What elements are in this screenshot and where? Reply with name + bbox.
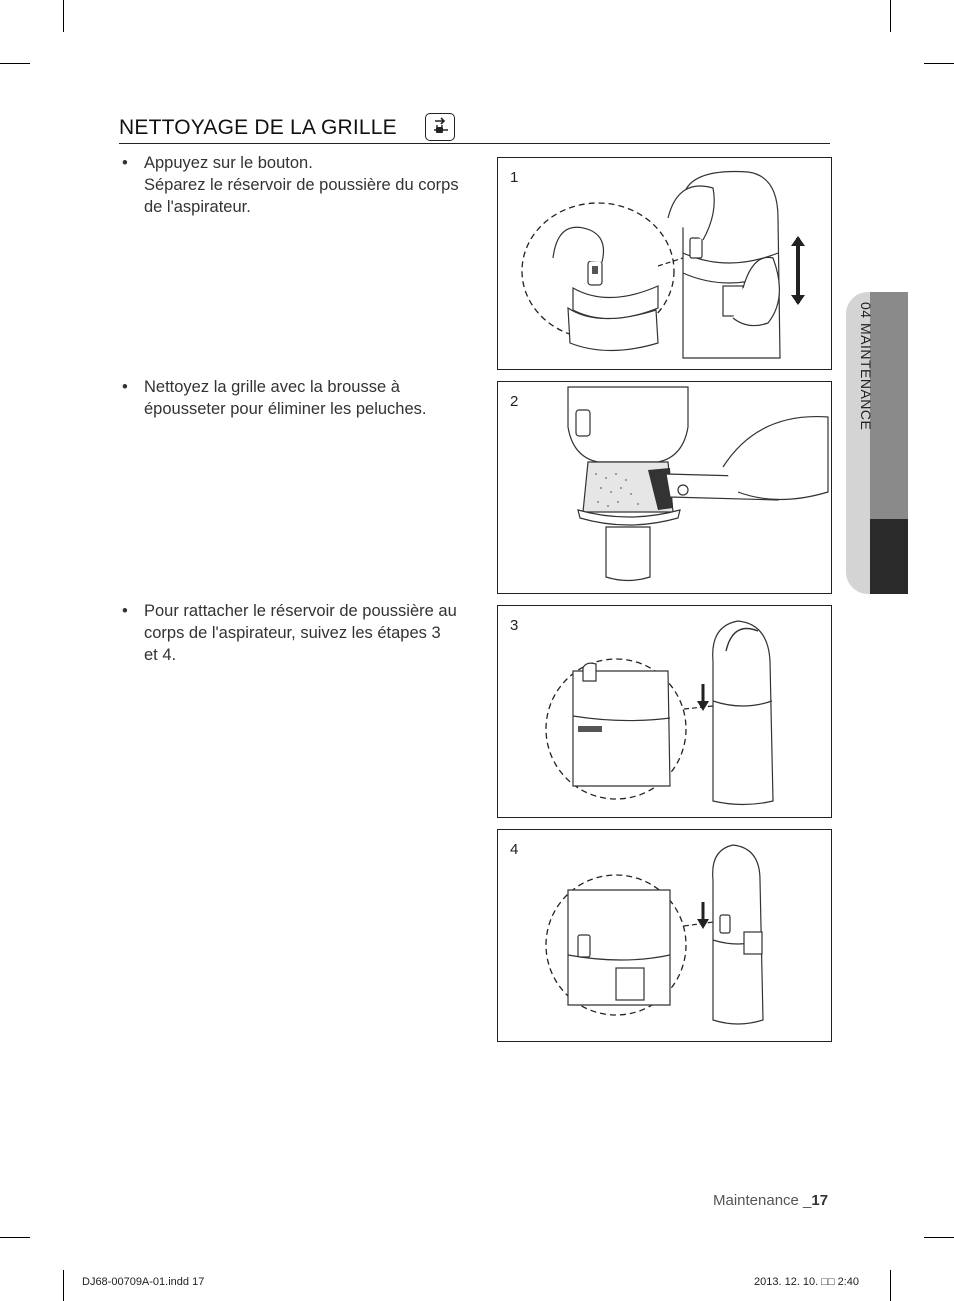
- figure-number: 4: [510, 841, 519, 858]
- crop-mark: [63, 1270, 64, 1301]
- title-rule: [119, 143, 830, 144]
- crop-mark: [890, 1270, 891, 1301]
- chapter-label: 04 MAINTENANCE: [858, 302, 874, 431]
- step-1-line-3: de l'aspirateur.: [144, 198, 251, 216]
- imprint-datetime: 2013. 12. 10. □□ 2:40: [754, 1276, 860, 1288]
- step-1-line-1: Appuyez sur le bouton.: [144, 154, 313, 172]
- crop-mark: [0, 63, 30, 64]
- bullet-dot: •: [122, 602, 128, 620]
- bullet-dot: •: [122, 154, 128, 172]
- chapter-tab-band: [870, 292, 908, 519]
- step-3-text: [119, 600, 479, 666]
- step-2-line-1: Nettoyez la grille avec la brousse à: [144, 378, 400, 396]
- page-number: 17: [811, 1192, 829, 1209]
- chapter-tab-marker: [870, 519, 908, 594]
- footer-section-name: Maintenance _: [713, 1192, 812, 1209]
- step-3-line-3: et 4.: [144, 646, 177, 664]
- unplug-icon: [425, 113, 455, 141]
- step-2-text: [119, 376, 479, 420]
- figure-number: 2: [510, 393, 519, 410]
- figure-1: [497, 157, 832, 370]
- crop-mark: [0, 1237, 30, 1238]
- imprint-file: DJ68-00709A-01.indd 17: [82, 1276, 205, 1288]
- figure-number: 1: [510, 169, 519, 186]
- bullet-dot: •: [122, 378, 128, 396]
- figure-4: [497, 829, 832, 1042]
- reattach-step-4-illustration: [498, 830, 831, 1041]
- figure-2: [497, 381, 832, 594]
- crop-mark: [63, 0, 64, 32]
- grille-cleaning-illustration: [498, 382, 831, 593]
- vacuum-release-illustration: [498, 158, 831, 369]
- figure-number: 3: [510, 617, 519, 634]
- step-3-line-1: Pour rattacher le réservoir de poussière au: [144, 602, 457, 620]
- page-footer: [713, 1192, 828, 1209]
- reattach-step-3-illustration: [498, 606, 831, 817]
- step-3-line-2: corps de l'aspirateur, suivez les étapes 3: [144, 624, 441, 642]
- section-title: NETTOYAGE DE LA GRILLE: [119, 116, 397, 139]
- step-1-line-2: Séparez le réservoir de poussière du corps: [144, 176, 459, 194]
- step-1-text: [119, 152, 479, 218]
- crop-mark: [924, 1237, 954, 1238]
- crop-mark: [890, 0, 891, 32]
- figure-3: [497, 605, 832, 818]
- crop-mark: [924, 63, 954, 64]
- step-2-line-2: épousseter pour éliminer les peluches.: [144, 400, 427, 418]
